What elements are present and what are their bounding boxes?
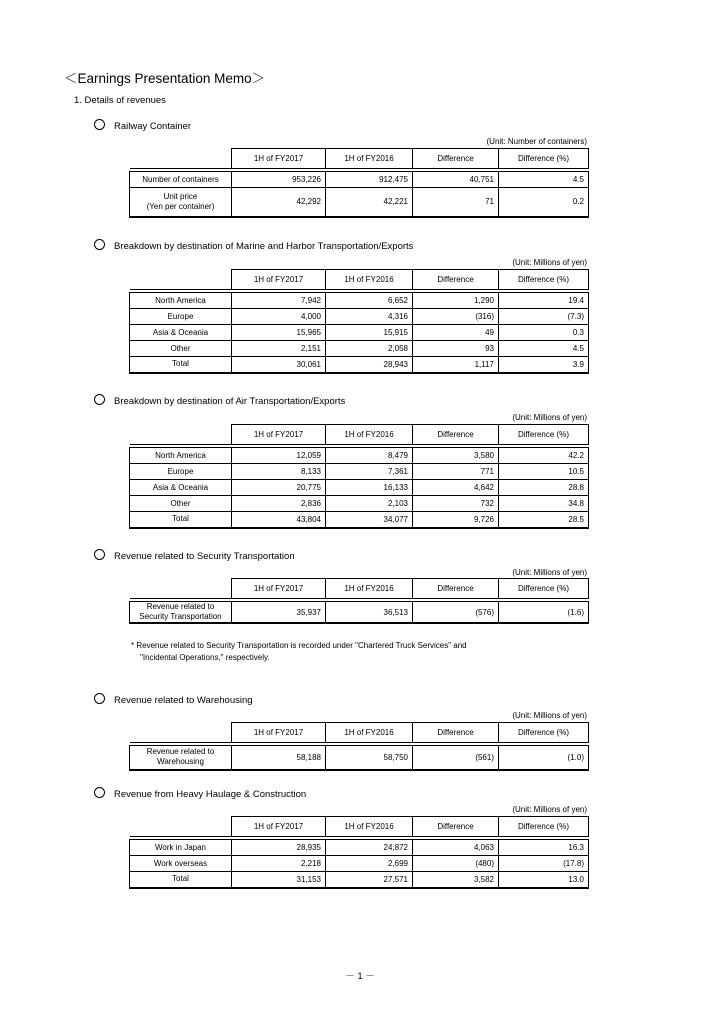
column-header: 1H of FY2016: [326, 270, 413, 290]
table-row: [130, 448, 589, 464]
row-label: Total: [130, 872, 232, 888]
air-heading-text: Breakdown by destination of Air Transportation/Exports: [114, 396, 346, 407]
value-cell: 8,133: [232, 464, 326, 480]
value-cell: 16.3: [499, 840, 589, 856]
circle-bullet-icon: [94, 787, 105, 798]
value-cell: 28.5: [499, 512, 589, 528]
section-heading: 1. Details of revenues: [74, 95, 166, 106]
value-cell: 28.8: [499, 480, 589, 496]
table-row: [130, 293, 589, 309]
row-label: Europe: [130, 309, 232, 325]
marine-table: [129, 269, 589, 374]
circle-bullet-icon: [94, 549, 105, 560]
value-cell: 7,942: [232, 293, 326, 309]
value-cell: 34.8: [499, 496, 589, 512]
value-cell: 49: [413, 325, 499, 341]
value-cell: 12,059: [232, 448, 326, 464]
table-row: [130, 172, 589, 188]
table-row: [130, 341, 589, 357]
row-label: Number of containers: [130, 172, 232, 188]
heavy-table: [129, 816, 589, 889]
table-row: [130, 188, 589, 217]
value-cell: 6,652: [326, 293, 413, 309]
row-label: Europe: [130, 464, 232, 480]
value-cell: (1.0): [499, 746, 589, 770]
column-header: 1H of FY2017: [232, 149, 326, 169]
value-cell: 36,513: [326, 602, 413, 624]
value-cell: 35,937: [232, 602, 326, 624]
row-label: Total: [130, 512, 232, 528]
column-header: Difference (%): [499, 817, 589, 837]
value-cell: 9,726: [413, 512, 499, 528]
value-cell: (561): [413, 746, 499, 770]
value-cell: 1,290: [413, 293, 499, 309]
column-header: Difference (%): [499, 425, 589, 445]
value-cell: 71: [413, 188, 499, 217]
value-cell: 4.5: [499, 341, 589, 357]
column-header: 1H of FY2016: [326, 579, 413, 599]
heavy-heading: [94, 787, 306, 800]
value-cell: 732: [413, 496, 499, 512]
value-cell: 28,935: [232, 840, 326, 856]
column-header: Difference (%): [499, 270, 589, 290]
value-cell: 31,153: [232, 872, 326, 888]
row-label: Revenue related to Warehousing: [130, 746, 232, 770]
column-header: 1H of FY2016: [326, 723, 413, 743]
security-heading: [94, 549, 295, 562]
value-cell: 34,077: [326, 512, 413, 528]
value-cell: 953,226: [232, 172, 326, 188]
table-row: [130, 512, 589, 528]
page-title: ＜Earnings Presentation Memo＞: [64, 71, 266, 86]
table-row: [130, 309, 589, 325]
row-label: Revenue related to Security Transportation: [130, 602, 232, 624]
marine-heading: [94, 239, 413, 252]
warehousing-table: [129, 722, 589, 771]
value-cell: (1.6): [499, 602, 589, 624]
row-label: North America: [130, 293, 232, 309]
table-row: [130, 325, 589, 341]
value-cell: 42,292: [232, 188, 326, 217]
railway-heading: [94, 119, 191, 132]
blank-cell: [130, 270, 232, 290]
air-unit: (Unit: Millions of yen): [512, 413, 587, 422]
marine-unit: (Unit: Millions of yen): [512, 258, 587, 267]
column-header: Difference: [413, 270, 499, 290]
column-header: Difference (%): [499, 723, 589, 743]
blank-cell: [130, 723, 232, 743]
security-heading-text: Revenue related to Security Transportation: [114, 551, 295, 562]
column-header: Difference (%): [499, 149, 589, 169]
table-row: [130, 357, 589, 373]
value-cell: 8,479: [326, 448, 413, 464]
value-cell: 4,063: [413, 840, 499, 856]
circle-bullet-icon: [94, 239, 105, 250]
column-header: 1H of FY2017: [232, 723, 326, 743]
value-cell: (17.8): [499, 856, 589, 872]
railway-table: [129, 148, 589, 218]
value-cell: 58,188: [232, 746, 326, 770]
value-cell: (576): [413, 602, 499, 624]
value-cell: 93: [413, 341, 499, 357]
column-header: 1H of FY2016: [326, 425, 413, 445]
value-cell: 19.4: [499, 293, 589, 309]
row-label: Other: [130, 341, 232, 357]
blank-cell: [130, 817, 232, 837]
value-cell: 912,475: [326, 172, 413, 188]
circle-bullet-icon: [94, 119, 105, 130]
value-cell: 4,642: [413, 480, 499, 496]
security-table: [129, 578, 589, 624]
row-label: Unit price (Yen per container): [130, 188, 232, 217]
value-cell: 3,582: [413, 872, 499, 888]
column-header: 1H of FY2017: [232, 425, 326, 445]
value-cell: 7,361: [326, 464, 413, 480]
blank-cell: [130, 425, 232, 445]
row-label: North America: [130, 448, 232, 464]
page-number: － 1 －: [345, 971, 375, 982]
row-label: Total: [130, 357, 232, 373]
value-cell: 2,151: [232, 341, 326, 357]
value-cell: 4,316: [326, 309, 413, 325]
value-cell: 2,218: [232, 856, 326, 872]
blank-cell: [130, 579, 232, 599]
value-cell: (7.3): [499, 309, 589, 325]
value-cell: 3.9: [499, 357, 589, 373]
row-label: Work overseas: [130, 856, 232, 872]
column-header: Difference: [413, 723, 499, 743]
value-cell: 42,221: [326, 188, 413, 217]
security-note: [131, 640, 467, 664]
row-label: Other: [130, 496, 232, 512]
table-row: [130, 464, 589, 480]
air-heading: [94, 394, 345, 407]
value-cell: 15,965: [232, 325, 326, 341]
table-row: [130, 746, 589, 770]
column-header: 1H of FY2016: [326, 149, 413, 169]
value-cell: 58,750: [326, 746, 413, 770]
value-cell: 4,000: [232, 309, 326, 325]
row-label: Asia & Oceania: [130, 480, 232, 496]
value-cell: 1,117: [413, 357, 499, 373]
value-cell: 27,571: [326, 872, 413, 888]
column-header: Difference: [413, 817, 499, 837]
railway-unit: (Unit: Number of containers): [486, 137, 587, 146]
warehousing-heading: [94, 693, 253, 706]
table-row: [130, 602, 589, 624]
column-header: Difference: [413, 149, 499, 169]
value-cell: 28,943: [326, 357, 413, 373]
value-cell: 0.2: [499, 188, 589, 217]
air-table: [129, 424, 589, 529]
value-cell: 2,836: [232, 496, 326, 512]
warehousing-unit: (Unit: Millions of yen): [512, 711, 587, 720]
circle-bullet-icon: [94, 693, 105, 704]
warehousing-heading-text: Revenue related to Warehousing: [114, 695, 253, 706]
table-row: [130, 840, 589, 856]
value-cell: 30,061: [232, 357, 326, 373]
railway-heading-text: Railway Container: [114, 121, 192, 132]
blank-cell: [130, 149, 232, 169]
value-cell: 2,699: [326, 856, 413, 872]
value-cell: 42.2: [499, 448, 589, 464]
column-header: 1H of FY2016: [326, 817, 413, 837]
value-cell: 40,751: [413, 172, 499, 188]
column-header: Difference (%): [499, 579, 589, 599]
table-row: [130, 496, 589, 512]
value-cell: 2,103: [326, 496, 413, 512]
value-cell: (316): [413, 309, 499, 325]
value-cell: 4.5: [499, 172, 589, 188]
note-line: * Revenue related to Security Transportation is recorded under "Chartered Truck Services" and: [131, 641, 467, 650]
marine-heading-text: Breakdown by destination of Marine and Harbor Transportation/Exports: [114, 241, 414, 252]
value-cell: 15,915: [326, 325, 413, 341]
table-row: [130, 872, 589, 888]
column-header: Difference: [413, 579, 499, 599]
column-header: 1H of FY2017: [232, 270, 326, 290]
value-cell: 0.3: [499, 325, 589, 341]
value-cell: 20,775: [232, 480, 326, 496]
heavy-unit: (Unit: Millions of yen): [512, 805, 587, 814]
value-cell: (480): [413, 856, 499, 872]
value-cell: 2,058: [326, 341, 413, 357]
column-header: Difference: [413, 425, 499, 445]
value-cell: 43,804: [232, 512, 326, 528]
circle-bullet-icon: [94, 394, 105, 405]
column-header: 1H of FY2017: [232, 817, 326, 837]
row-label: Asia & Oceania: [130, 325, 232, 341]
heavy-heading-text: Revenue from Heavy Haulage & Construction: [114, 789, 307, 800]
table-row: [130, 856, 589, 872]
note-line: "Incidental Operations," respectively.: [140, 653, 270, 662]
value-cell: 24,872: [326, 840, 413, 856]
row-label: Work in Japan: [130, 840, 232, 856]
table-row: [130, 480, 589, 496]
security-unit: (Unit: Millions of yen): [512, 568, 587, 577]
column-header: 1H of FY2017: [232, 579, 326, 599]
value-cell: 771: [413, 464, 499, 480]
value-cell: 13.0: [499, 872, 589, 888]
value-cell: 10.5: [499, 464, 589, 480]
value-cell: 16,133: [326, 480, 413, 496]
value-cell: 3,580: [413, 448, 499, 464]
